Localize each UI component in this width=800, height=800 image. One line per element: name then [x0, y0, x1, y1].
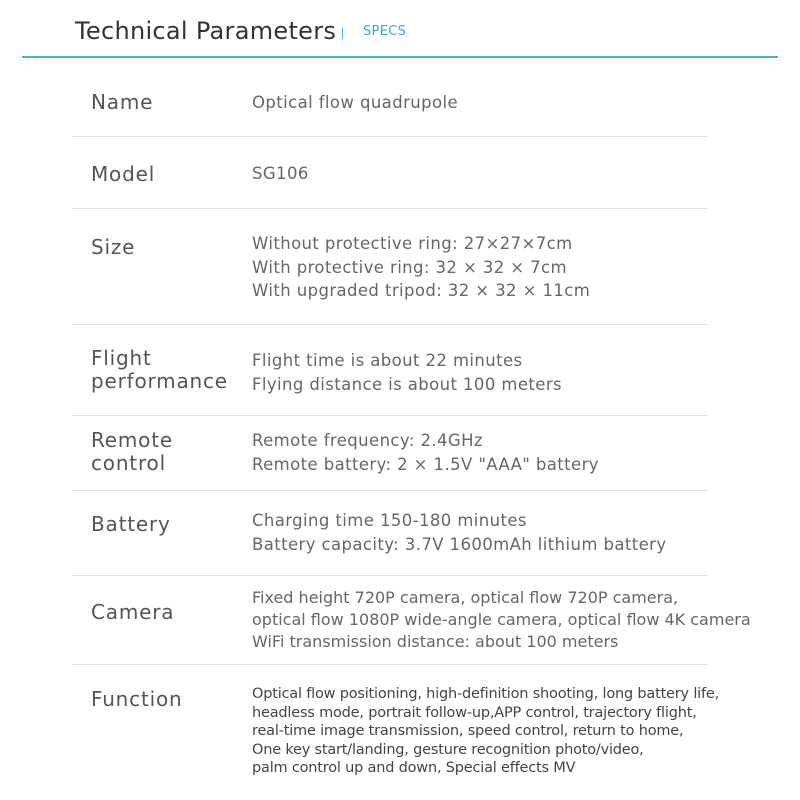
spec-value: Battery capacity: 3.7V 1600mAh lithium battery — [252, 534, 667, 554]
spec-value: Fixed height 720P camera, optical flow 720P camera, — [252, 588, 679, 607]
row-divider — [72, 490, 708, 491]
page-title: Technical Parameters — [75, 17, 337, 45]
spec-value: real-time image transmission, speed control, return to home, — [252, 723, 684, 739]
spec-value: Remote frequency: 2.4GHz — [252, 431, 483, 450]
spec-label: Model — [91, 162, 156, 186]
row-divider — [72, 575, 708, 576]
spec-value: Flight time is about 22 minutes — [252, 351, 523, 370]
spec-values — [252, 162, 309, 186]
row-divider — [72, 208, 708, 209]
spec-label — [91, 347, 228, 393]
spec-value: Remote battery: 2 × 1.5V "AAA" battery — [252, 454, 599, 474]
spec-label-line: performance — [91, 369, 228, 393]
spec-label — [91, 429, 173, 475]
spec-value: headless mode, portrait follow-up,APP control, trajectory flight, — [252, 704, 697, 721]
spec-value: With upgraded tripod: 32 × 32 × 11cm — [252, 281, 591, 300]
page-header — [0, 0, 800, 60]
header-underline — [22, 56, 778, 58]
row-divider — [72, 664, 708, 665]
spec-label: Function — [91, 687, 183, 711]
spec-label: Name — [91, 90, 154, 114]
spec-values — [252, 232, 590, 303]
spec-values — [252, 685, 719, 778]
title-separator — [342, 28, 343, 39]
spec-value: Flying distance is about 100 meters — [252, 374, 563, 394]
spec-value: One key start/landing, gesture recognition photo/video, — [252, 741, 644, 758]
spec-values — [252, 91, 458, 115]
spec-label: Camera — [91, 600, 175, 624]
spec-value: Without protective ring: 27×27×7cm — [252, 234, 573, 253]
spec-value: palm control up and down, Special effects MV — [252, 760, 576, 776]
specs-tag: SPECS — [363, 24, 407, 39]
spec-value: Optical flow quadrupole — [252, 93, 459, 112]
spec-value: SG106 — [252, 164, 309, 183]
spec-values — [252, 587, 751, 653]
spec-label: Size — [91, 235, 136, 259]
spec-value: optical flow 1080P wide-angle camera, optical flow 4K camera — [252, 610, 751, 629]
row-divider — [72, 136, 708, 137]
row-divider — [72, 415, 708, 416]
spec-label-line: Flight — [91, 346, 152, 370]
spec-label-line: Remote — [91, 428, 173, 452]
spec-values — [252, 349, 562, 396]
spec-label: Battery — [91, 512, 171, 536]
spec-value: Charging time 150-180 minutes — [252, 511, 527, 530]
spec-value: WiFi transmission distance: about 100 meters — [252, 632, 619, 651]
spec-value: Optical flow positioning, high-definition shooting, long battery life, — [252, 686, 720, 702]
spec-values — [252, 429, 599, 476]
spec-value: With protective ring: 32 × 32 × 7cm — [252, 257, 567, 277]
row-divider — [72, 324, 708, 325]
spec-values — [252, 509, 666, 556]
spec-label-line: control — [91, 451, 166, 475]
